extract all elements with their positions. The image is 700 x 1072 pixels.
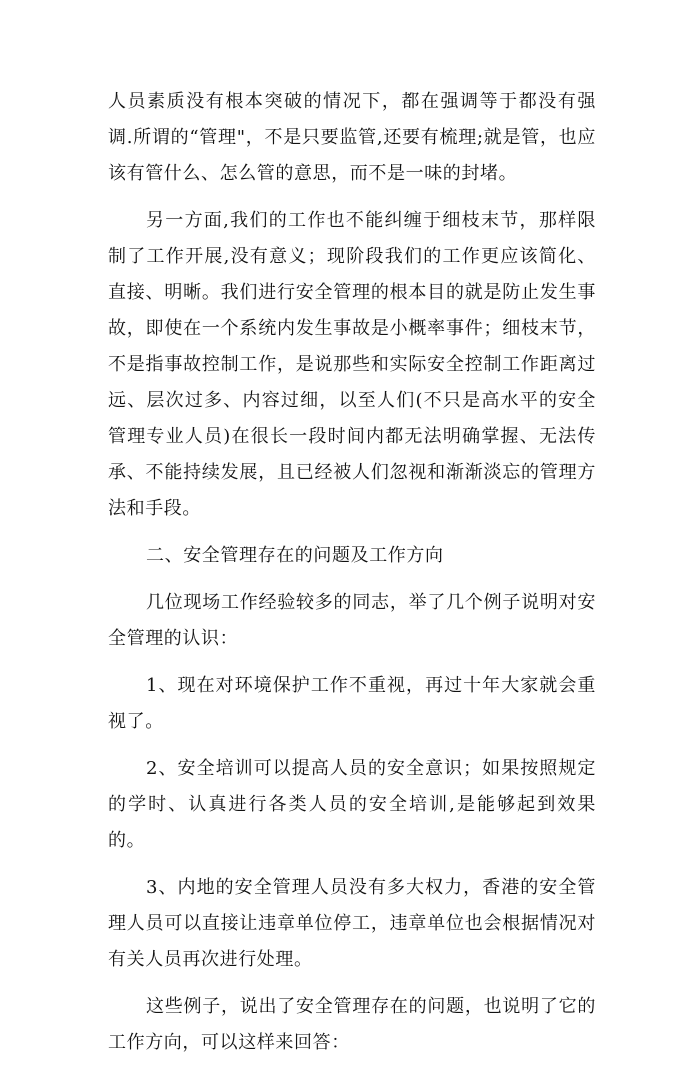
paragraph-details-argument: 另一方面,我们的工作也不能纠缠于细枝末节，那样限制了工作开展,没有意义；现阶段我们的工作更应该简化、直接、明晰。我们进行安全管理的根本目的就是防止发生事故，即使在一个系统内发生事故是小概率事件；细枝末节，不是指事故控制工作，是说那些和实际安全控制工作距离过远、层次过多、内容过细，以至人们(不只是高水平的安全管理专业人员)在很长一段时间内都无法明确掌握、无法传承、不能持续发展，且已经被人们忽视和渐渐淡忘的管理方法和手段。 xyxy=(108,210,596,519)
paragraph-conclusion: 这些例子，说出了安全管理存在的问题，也说明了它的工作方向，可以这样来回答： xyxy=(108,996,596,1053)
document-body xyxy=(108,84,596,1072)
paragraph-examples-intro: 几位现场工作经验较多的同志，举了几个例子说明对安全管理的认识： xyxy=(108,592,596,649)
list-item-3: 3、内地的安全管理人员没有多大权力，香港的安全管理人员可以直接让违章单位停工，违章单位也会根据情况对有关人员再次进行处理。 xyxy=(108,877,596,970)
list-item-1: 1、现在对环境保护工作不重视，再过十年大家就会重视了。 xyxy=(108,675,596,732)
list-item-2: 2、安全培训可以提高人员的安全意识；如果按照规定的学时、认真进行各类人员的安全培训,是能够起到效果的。 xyxy=(108,758,596,851)
section-heading: 二、安全管理存在的问题及工作方向 xyxy=(146,545,444,566)
paragraph-continuation: 人员素质没有根本突破的情况下，都在强调等于都没有强调.所谓的“管理"，不是只要监管,还要有梳理;就是管，也应该有管什么、怎么管的意思，而不是一味的封堵。 xyxy=(108,91,596,184)
